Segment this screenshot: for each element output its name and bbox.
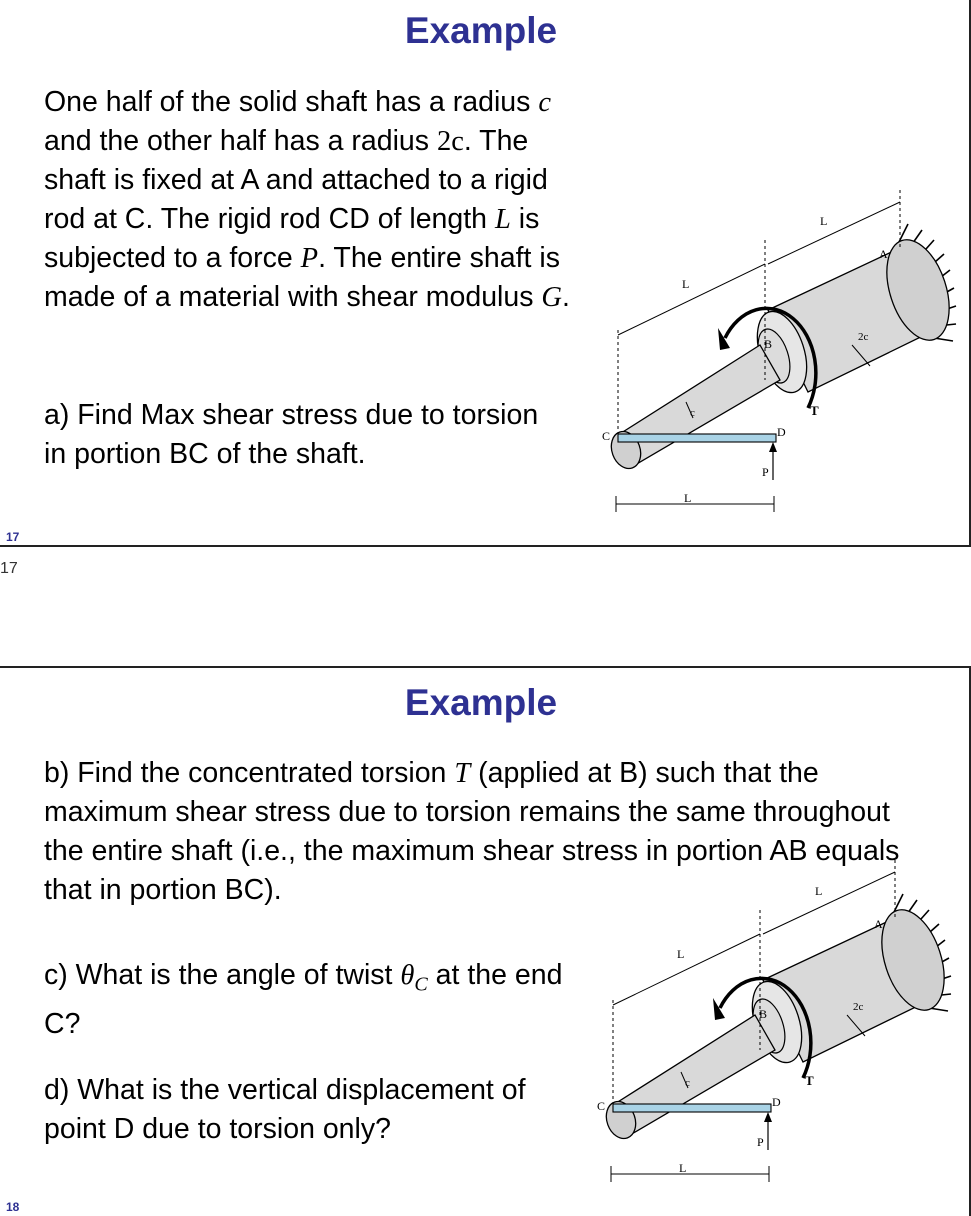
label-t: T	[810, 403, 819, 418]
label-b: B	[759, 1007, 768, 1021]
label-radius-c: c	[685, 1077, 690, 1089]
question-c: c) What is the angle of twist $\theta_C$ at the end C?	[44, 959, 563, 1040]
label-l-rod: L	[679, 1161, 687, 1175]
shaft-diagram	[590, 180, 960, 525]
page-number: 17	[0, 560, 18, 577]
label-l-ab: L	[815, 884, 823, 898]
label-radius-2c: 2c	[853, 1001, 864, 1013]
slide-number: 17	[6, 530, 20, 544]
label-d: D	[777, 425, 786, 439]
label-t: T	[805, 1073, 814, 1088]
shaft-diagram	[585, 850, 955, 1195]
label-l-bc: L	[682, 277, 690, 291]
label-p: P	[757, 1135, 764, 1149]
slide-title: Example	[404, 682, 558, 723]
label-d: D	[772, 1095, 781, 1109]
label-c: C	[597, 1099, 606, 1113]
label-l-ab: L	[820, 214, 828, 228]
label-radius-2c: 2c	[858, 331, 869, 343]
label-c: C	[602, 429, 611, 443]
label-a: A	[874, 917, 883, 931]
slide-title: Example	[404, 10, 558, 51]
label-a: A	[879, 247, 888, 261]
shaft-figure	[601, 860, 955, 1182]
question-a: a) Find Max shear stress due to torsion in portion BC of the shaft.	[44, 399, 539, 470]
problem-statement: One half of the solid shaft has a radius c and the other half has a radius 2c. The shaft is fixed at A and attached to a rigid rod at C. The rigid rod CD of length L is subjected to a force P. The entire shaft is made of a material with shear modulus G.	[44, 86, 570, 313]
label-p: P	[762, 465, 769, 479]
label-l-bc: L	[677, 947, 685, 961]
question-b: b) Find the concentrated torsion T (applied at B) such that the maximum shear stress due to torsion remains the same throughout the entire shaft (i.e., the maximum shear stress in portion AB equals that in portion BC).	[44, 757, 900, 906]
label-radius-c: c	[690, 407, 695, 419]
slide-17	[0, 0, 971, 547]
slide-number: 18	[6, 1200, 20, 1214]
label-b: B	[764, 337, 773, 351]
question-d: d) What is the vertical displacement of point D due to torsion only?	[44, 1074, 526, 1145]
shaft-figure	[606, 190, 960, 512]
label-l-rod: L	[684, 491, 692, 505]
slide-18	[0, 666, 971, 1216]
